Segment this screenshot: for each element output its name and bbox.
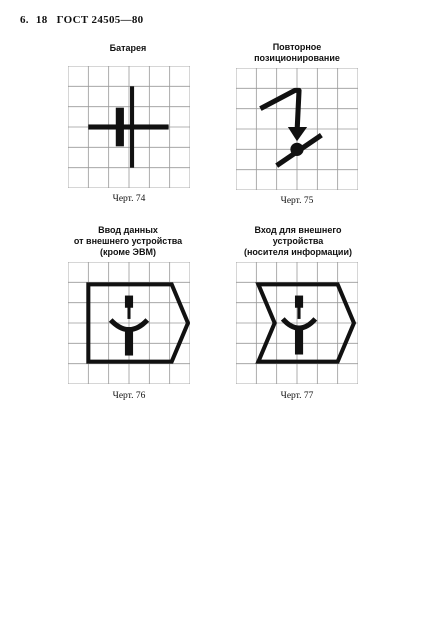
figure-title-line: устройства bbox=[272, 236, 324, 246]
external-input-symbol bbox=[68, 262, 190, 384]
figure-title-line: позиционирование bbox=[254, 53, 340, 63]
figure-caption-74: Черт. 74 bbox=[112, 194, 146, 204]
figure-caption-75: Черт. 75 bbox=[280, 196, 314, 206]
repeat-positioning-symbol bbox=[236, 68, 358, 190]
figure-76 bbox=[68, 262, 190, 384]
figure-title-75 bbox=[232, 42, 362, 64]
header-mark: 6. bbox=[20, 14, 29, 26]
figure-caption-76: Черт. 76 bbox=[112, 391, 146, 401]
figure-caption-77: Черт. 77 bbox=[280, 391, 314, 401]
figure-title-line: Вход для внешнего bbox=[254, 225, 342, 235]
figure-77 bbox=[236, 262, 358, 384]
figure-title-line: Ввод данных bbox=[98, 225, 158, 235]
figure-title-line: от внешнего устройства bbox=[73, 236, 183, 246]
page-number: 18 bbox=[35, 14, 48, 26]
figure-title-74 bbox=[68, 43, 188, 54]
standard-code: ГОСТ 24505—80 bbox=[56, 14, 144, 26]
figure-title-77 bbox=[228, 225, 368, 258]
figure-title-line: Батарея bbox=[109, 43, 147, 53]
figure-74 bbox=[68, 66, 190, 188]
page-header bbox=[20, 14, 143, 26]
figure-title-line: (кроме ЭВМ) bbox=[100, 247, 156, 257]
figure-title-line: (носителя информации) bbox=[244, 247, 352, 257]
figure-title-line: Повторное bbox=[272, 42, 322, 52]
figure-title-76 bbox=[58, 225, 198, 258]
figure-75 bbox=[236, 68, 358, 190]
battery-symbol bbox=[68, 66, 190, 188]
external-device-input-symbol bbox=[236, 262, 358, 384]
